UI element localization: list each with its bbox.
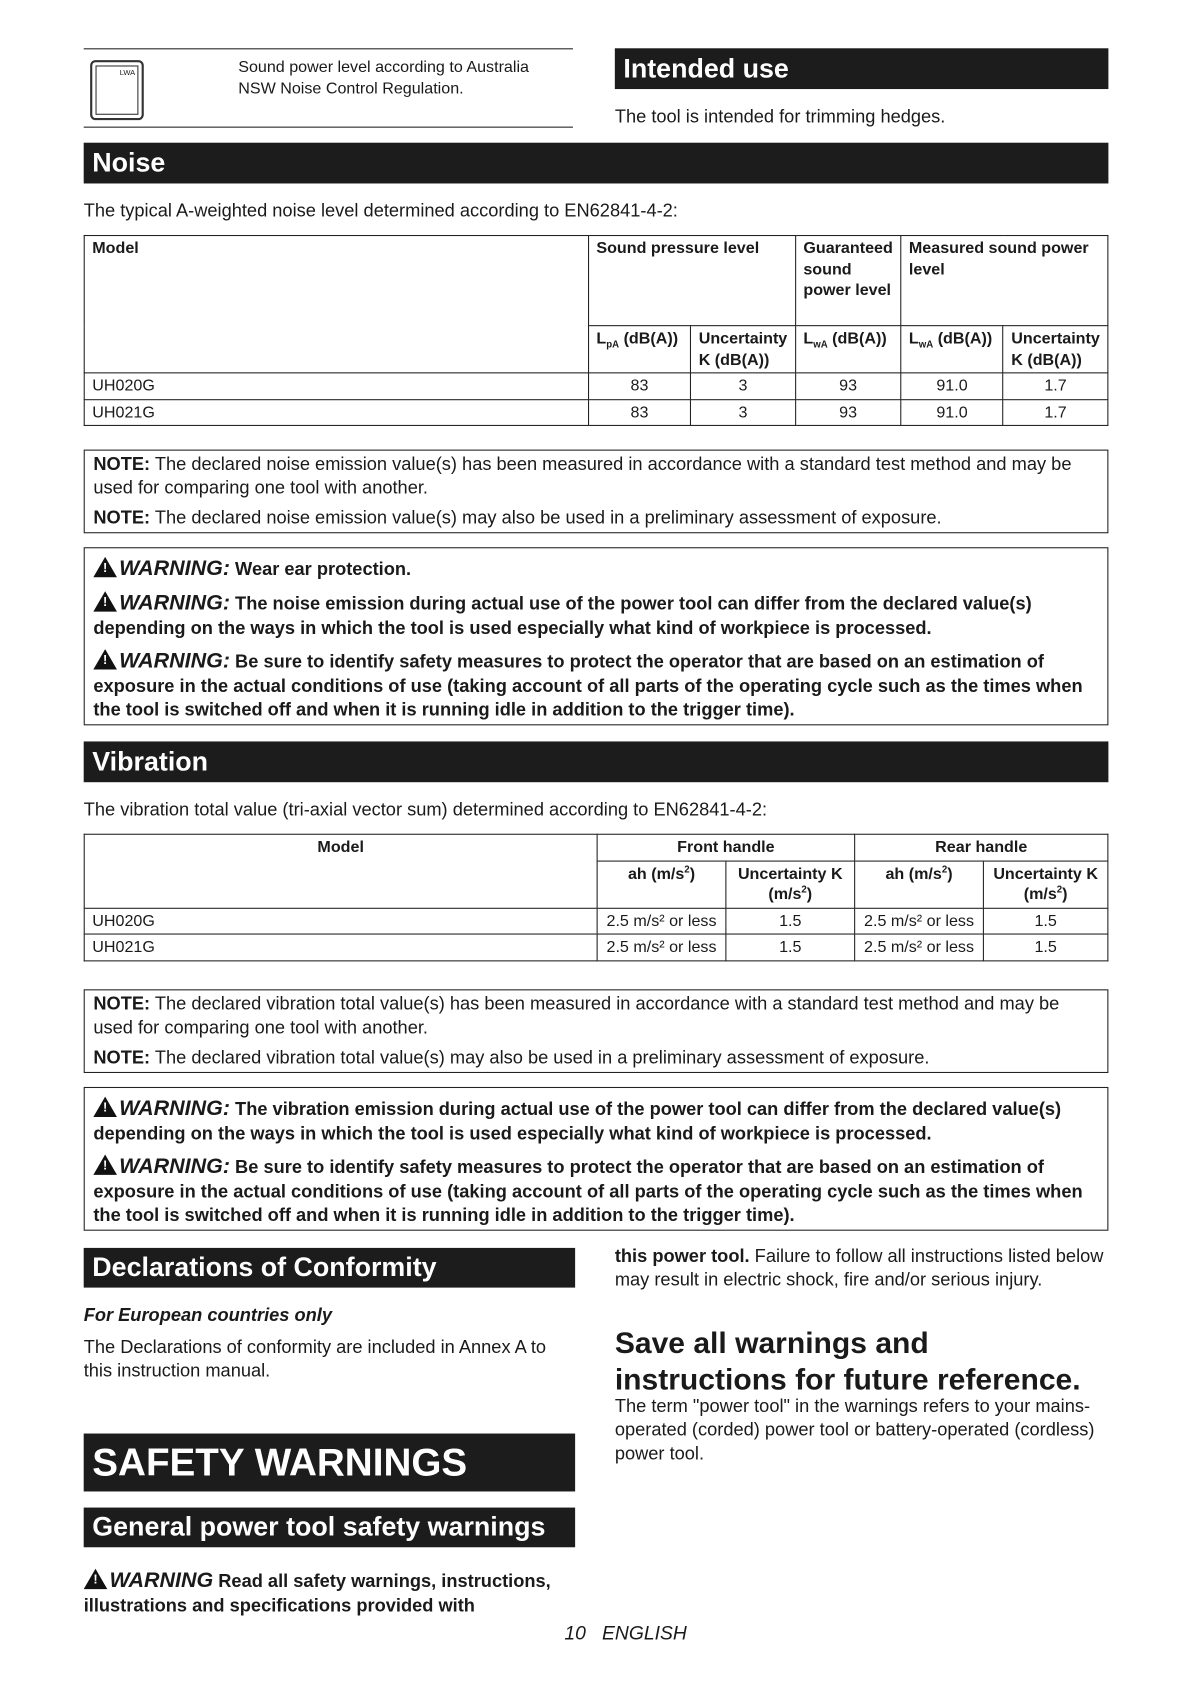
text: Be sure to identify safety measures to protect the operator that are based on an estimation of exposure in the actual conditions of use (taking account of all parts of the operating cycle such as the times when the tool is switched off and when it is running idle in addition to the trigger time). — [93, 651, 1083, 721]
text: wA — [918, 339, 934, 350]
safety-warning-text — [84, 1567, 575, 1619]
table-cell: 83 — [588, 399, 690, 425]
text: Wear ear protection. — [235, 559, 412, 580]
table-cell: 1.5 — [726, 934, 855, 960]
text: 2 — [684, 863, 690, 874]
warning-icon — [93, 1155, 117, 1175]
table-header: Model — [84, 236, 588, 373]
page-footer — [564, 1621, 686, 1646]
table-cell: 2.5 m/s² or less — [597, 934, 726, 960]
noise-intro: The typical A-weighted noise level determined according to EN62841-4-2: — [83, 200, 678, 222]
text — [93, 1046, 1098, 1070]
text — [93, 1094, 1098, 1146]
table-cell: 3 — [691, 373, 796, 399]
text — [93, 507, 1098, 531]
table-cell: UH020G — [84, 373, 588, 399]
table-cell: 91.0 — [901, 399, 1003, 425]
table-cell: 1.5 — [983, 908, 1107, 934]
table-header: $L_{wA}$ (dB(A)) — [901, 326, 1003, 373]
table-cell: 3 — [691, 399, 796, 425]
text: The noise emission during actual use of the power tool can differ from the declared value(s) depending on the ways in which the tool is used especially what kind of workpiece is processed. — [93, 593, 1032, 639]
warning-icon — [84, 1569, 108, 1589]
text — [93, 993, 1098, 1040]
text: Uncertainty K (m/s — [993, 864, 1098, 904]
warning-icon — [93, 649, 117, 669]
lwa-symbol-icon — [90, 60, 144, 120]
table-row — [84, 934, 1108, 960]
general-safety-heading: General power tool safety warnings — [84, 1508, 575, 1548]
text: The declared noise emission value(s) has been measured in accordance with a standard test method and may be used for comparing one tool with another. — [93, 453, 1072, 498]
table-header: ah $(m/s^2)$ — [597, 861, 726, 908]
text — [84, 236, 1108, 426]
text — [93, 453, 1098, 500]
vibration-warnings — [84, 1087, 1109, 1231]
table-header: Guaranteed sound power level — [795, 236, 901, 326]
symbol-description: Sound power level according to Australia NSW Noise Control Regulation. — [238, 57, 529, 98]
text: 2 — [1056, 884, 1063, 895]
text: WARNING: — [119, 556, 230, 581]
vibration-table — [84, 834, 1109, 961]
text: 2 — [801, 884, 807, 895]
table-cell: 2.5 m/s² or less — [855, 934, 984, 960]
vibration-heading: Vibration — [84, 741, 1109, 782]
text: Failure to follow all instructions listed below may result in electric shock, fire and/or serious injury. — [614, 1245, 1104, 1290]
noise-heading: Noise — [84, 143, 1109, 184]
table-header: Uncertainty K $(m/s^2)$ — [726, 861, 855, 908]
text: ah (m/s — [627, 864, 685, 883]
conformity-heading: Declarations of Conformity — [84, 1248, 575, 1288]
text — [84, 236, 1108, 326]
noise-table — [84, 235, 1109, 426]
text — [84, 834, 1108, 960]
text: LWA — [95, 65, 138, 114]
text — [84, 235, 1109, 426]
text: The declared vibration total value(s) may also be used in a preliminary assessment of exposure. — [154, 1047, 930, 1068]
noise-warnings — [84, 547, 1109, 725]
table-header: $L_{pA}$ (dB(A)) — [588, 326, 690, 373]
table-cell: 1.5 — [726, 908, 855, 934]
table-header: $L_{wA}$ (dB(A)) — [795, 326, 901, 373]
text: pA — [606, 339, 620, 350]
text: The declared noise emission value(s) may also be used in a preliminary assessment of exposure. — [154, 507, 942, 529]
warning-icon — [93, 591, 117, 611]
text: NOTE: — [93, 993, 151, 1014]
text: NOTE: — [93, 453, 151, 475]
table-header: Front handle — [597, 834, 855, 860]
vibration-intro: The vibration total value (tri-axial vector sum) determined according to EN62841-4-2: — [83, 799, 768, 820]
text — [84, 834, 1108, 860]
warning-icon — [93, 557, 117, 577]
table-header: Sound pressure level — [588, 236, 795, 326]
table-cell: UH020G — [84, 908, 597, 934]
table-header: Model — [84, 834, 597, 908]
text: Read all safety warnings, instructions, illustrations and specifications provided with — [83, 1570, 551, 1616]
table-cell: 93 — [795, 373, 901, 399]
text: WARNING: — [119, 1154, 230, 1179]
text: wA — [813, 339, 828, 350]
text — [93, 1153, 1098, 1228]
table-cell: 1.7 — [1003, 399, 1108, 425]
text: (dB(A)) — [937, 329, 993, 348]
safety-warnings-heading: SAFETY WARNINGS — [84, 1434, 575, 1492]
text: NOTE: — [93, 507, 151, 529]
text: WARNING: — [119, 591, 230, 615]
text: (dB(A)) — [623, 329, 679, 348]
intended-use-heading: Intended use — [615, 48, 1109, 89]
text — [84, 834, 1109, 961]
text: The vibration emission during actual use of the power tool can differ from the declared value(s) depending on the ways in which the tool is used especially what kind of workpiece is processed. — [93, 1098, 1062, 1144]
conformity-text: The Declarations of conformity are included in Annex A to this instruction manual. — [83, 1336, 547, 1382]
text: WARNING — [109, 1568, 214, 1593]
text: Be sure to identify safety measures to protect the operator that are based on an estimation of exposure in the actual conditions of use (taking account of all parts of the operating cycle such as the times when the tool is switched off and when it is running idle in addition to the trigger time). — [93, 1156, 1083, 1226]
text: (dB(A)) — [832, 329, 887, 348]
text: Uncertainty K (m/s — [737, 864, 843, 904]
table-cell: 83 — [588, 373, 690, 399]
table-header: Measured sound power level — [901, 236, 1108, 326]
conformity-subtitle: For European countries only — [83, 1304, 333, 1326]
text: 10 — [564, 1622, 586, 1644]
vibration-notes — [84, 989, 1109, 1073]
table-row — [84, 908, 1108, 934]
table-row — [84, 373, 1108, 399]
text: ENGLISH — [602, 1622, 687, 1644]
intended-use-text: The tool is intended for trimming hedges. — [614, 106, 946, 127]
table-cell: UH021G — [84, 934, 597, 960]
warning-icon — [93, 1097, 117, 1117]
text: 2 — [941, 863, 948, 874]
text: WARNING: — [119, 649, 230, 673]
table-cell: UH021G — [84, 399, 588, 425]
table-cell: 2.5 m/s² or less — [597, 908, 726, 934]
continued-text — [615, 1245, 1109, 1292]
text — [93, 647, 1098, 722]
text: NOTE: — [93, 1047, 151, 1068]
table-cell: 91.0 — [901, 373, 1003, 399]
symbol-row — [84, 48, 573, 127]
text — [93, 555, 1098, 583]
power-tool-term-text: The term "power tool" in the warnings refers to your mains-operated (corded) power tool or battery-operated (cordless) power tool. — [614, 1395, 1095, 1464]
table-cell: 2.5 m/s² or less — [855, 908, 984, 934]
table-header: Uncertainty K (dB(A)) — [1003, 326, 1108, 373]
text — [93, 589, 1098, 641]
table-cell: 1.7 — [1003, 373, 1108, 399]
table-header: Uncertainty K (dB(A)) — [691, 326, 796, 373]
table-row — [84, 399, 1108, 425]
save-warnings-heading: Save all warnings and instructions for future reference. — [614, 1326, 1081, 1396]
table-header: Rear handle — [855, 834, 1108, 860]
table-cell: 93 — [795, 399, 901, 425]
text: this power tool. — [614, 1245, 750, 1267]
text: The declared vibration total value(s) has been measured in accordance with a standard test method and may be used for comparing one tool with another. — [93, 993, 1060, 1038]
text: ah (m/s — [885, 864, 942, 883]
table-header: Uncertainty K $(m/s^2)$ — [983, 861, 1107, 908]
table-cell: 1.5 — [983, 934, 1107, 960]
noise-notes — [84, 450, 1109, 534]
text: WARNING: — [119, 1096, 230, 1121]
table-header: ah $(m/s^2)$ — [855, 861, 984, 908]
